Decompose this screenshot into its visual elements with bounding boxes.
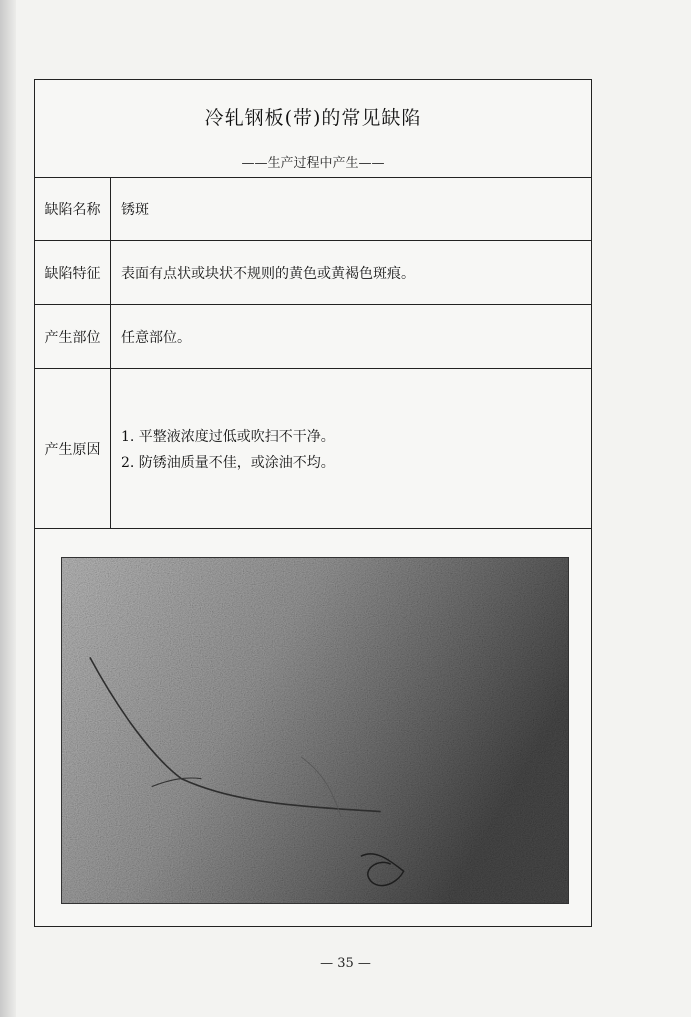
row-cause	[35, 368, 591, 528]
cause-item-2: 2. 防锈油质量不佳，或涂油不均。	[121, 454, 335, 471]
value-defect-feature: 表面有点状或块状不规则的黄色或黄褐色斑痕。	[121, 265, 415, 282]
value-cause	[121, 369, 581, 528]
label-defect-name: 缺陷名称	[35, 178, 111, 240]
page-title: 冷轧钢板(带)的常见缺陷	[204, 107, 422, 129]
value-location: 任意部位。	[121, 329, 191, 346]
photo-area	[35, 528, 591, 926]
defect-card	[34, 79, 592, 927]
cause-list	[121, 426, 335, 472]
label-cause: 产生原因	[35, 369, 111, 528]
page-edge-shadow	[0, 0, 16, 1017]
row-defect-name	[35, 177, 591, 240]
cause-item-1: 1. 平整液浓度过低或吹扫不干净。	[121, 428, 335, 445]
label-defect-feature: 缺陷特征	[35, 241, 111, 304]
title-block	[35, 80, 591, 177]
page-subtitle: ——生产过程中产生——	[241, 156, 385, 171]
rust-spot-photo-image	[62, 558, 568, 903]
row-location	[35, 304, 591, 368]
label-location: 产生部位	[35, 305, 111, 368]
row-defect-feature	[35, 240, 591, 304]
page-number: — 35 —	[320, 956, 371, 971]
value-defect-name: 锈斑	[121, 202, 149, 218]
defect-photo	[61, 557, 569, 904]
